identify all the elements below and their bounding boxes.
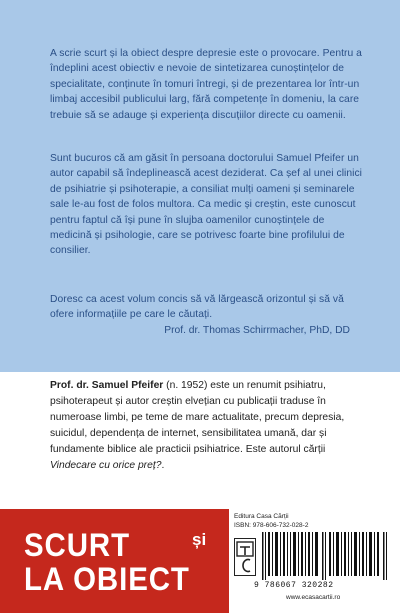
quote-signature: Prof. dr. Thomas Schirrmacher, PhD, DD (164, 325, 350, 336)
author-bio (50, 378, 355, 474)
quote-paragraph-2: Sunt bucuros că am găsit în persoana doctorului Samuel Pfeifer un autor capabil să îndeplinească acest deziderat. Ca șef al unei clinici de psihiatrie și psihoterapie, a consiliat mulți oameni și seminarele sale le-au fost de folos multora. Ca medic și creștin, este cunoscut pentru faptul că își pune în slujba oamenilor cunoștințele de medicină și psihologie, care se potrivesc foarte bine profilului de consilier. (50, 153, 363, 257)
barcode-icon (262, 532, 388, 580)
series-line-2: LA OBIECT (24, 561, 190, 597)
quote-paragraph-1: A scrie scurt și la obiect despre depresie este o provocare. Pentru a îndeplini acest obiectiv e nevoie de sintetizarea cunoștințelor de specialitate, conținute în tomuri întregi, și de prezentarea lor într-un limbaj accesibil publicului larg, fără competențe în domeniu, la care trebuie să se adauge și experiența discuțiilor directe cu oamenii. (50, 48, 362, 121)
bio-end: . (161, 460, 165, 471)
isbn: ISBN: 978-606-732-028-2 (234, 522, 309, 529)
book-title: Vindecare cu orice preț? (50, 460, 162, 471)
author-name: Prof. dr. Samuel Pfeifer (50, 380, 164, 391)
publisher-name: Editura Casa Cărții (234, 513, 289, 520)
author-bio-text: (n. 1952) este un renumit psihiatru, psihoterapeut și autor creștin elvețian cu publicații traduse în numeroase limbi, pe teme de mare actualitate, precum depresia, suicidul, dependența de internet, sensibilitatea umană, dar și fundamente biblice ale practicii psihiatrice. Este autorul cărții (50, 380, 345, 455)
series-line-1: SCURT (24, 527, 131, 563)
series-line-1-suffix: și (192, 530, 207, 549)
series-logo (24, 527, 207, 597)
quote-paragraph-3: Doresc ca acest volum concis să vă lărgească orizontul și să vă ofere informațiile pe care le căutați. (50, 294, 344, 321)
publisher-url: www.ecasacartii.ro (286, 594, 341, 601)
barcode-number: 9 786067 320282 (254, 581, 334, 590)
publisher-logo-icon (234, 538, 256, 576)
